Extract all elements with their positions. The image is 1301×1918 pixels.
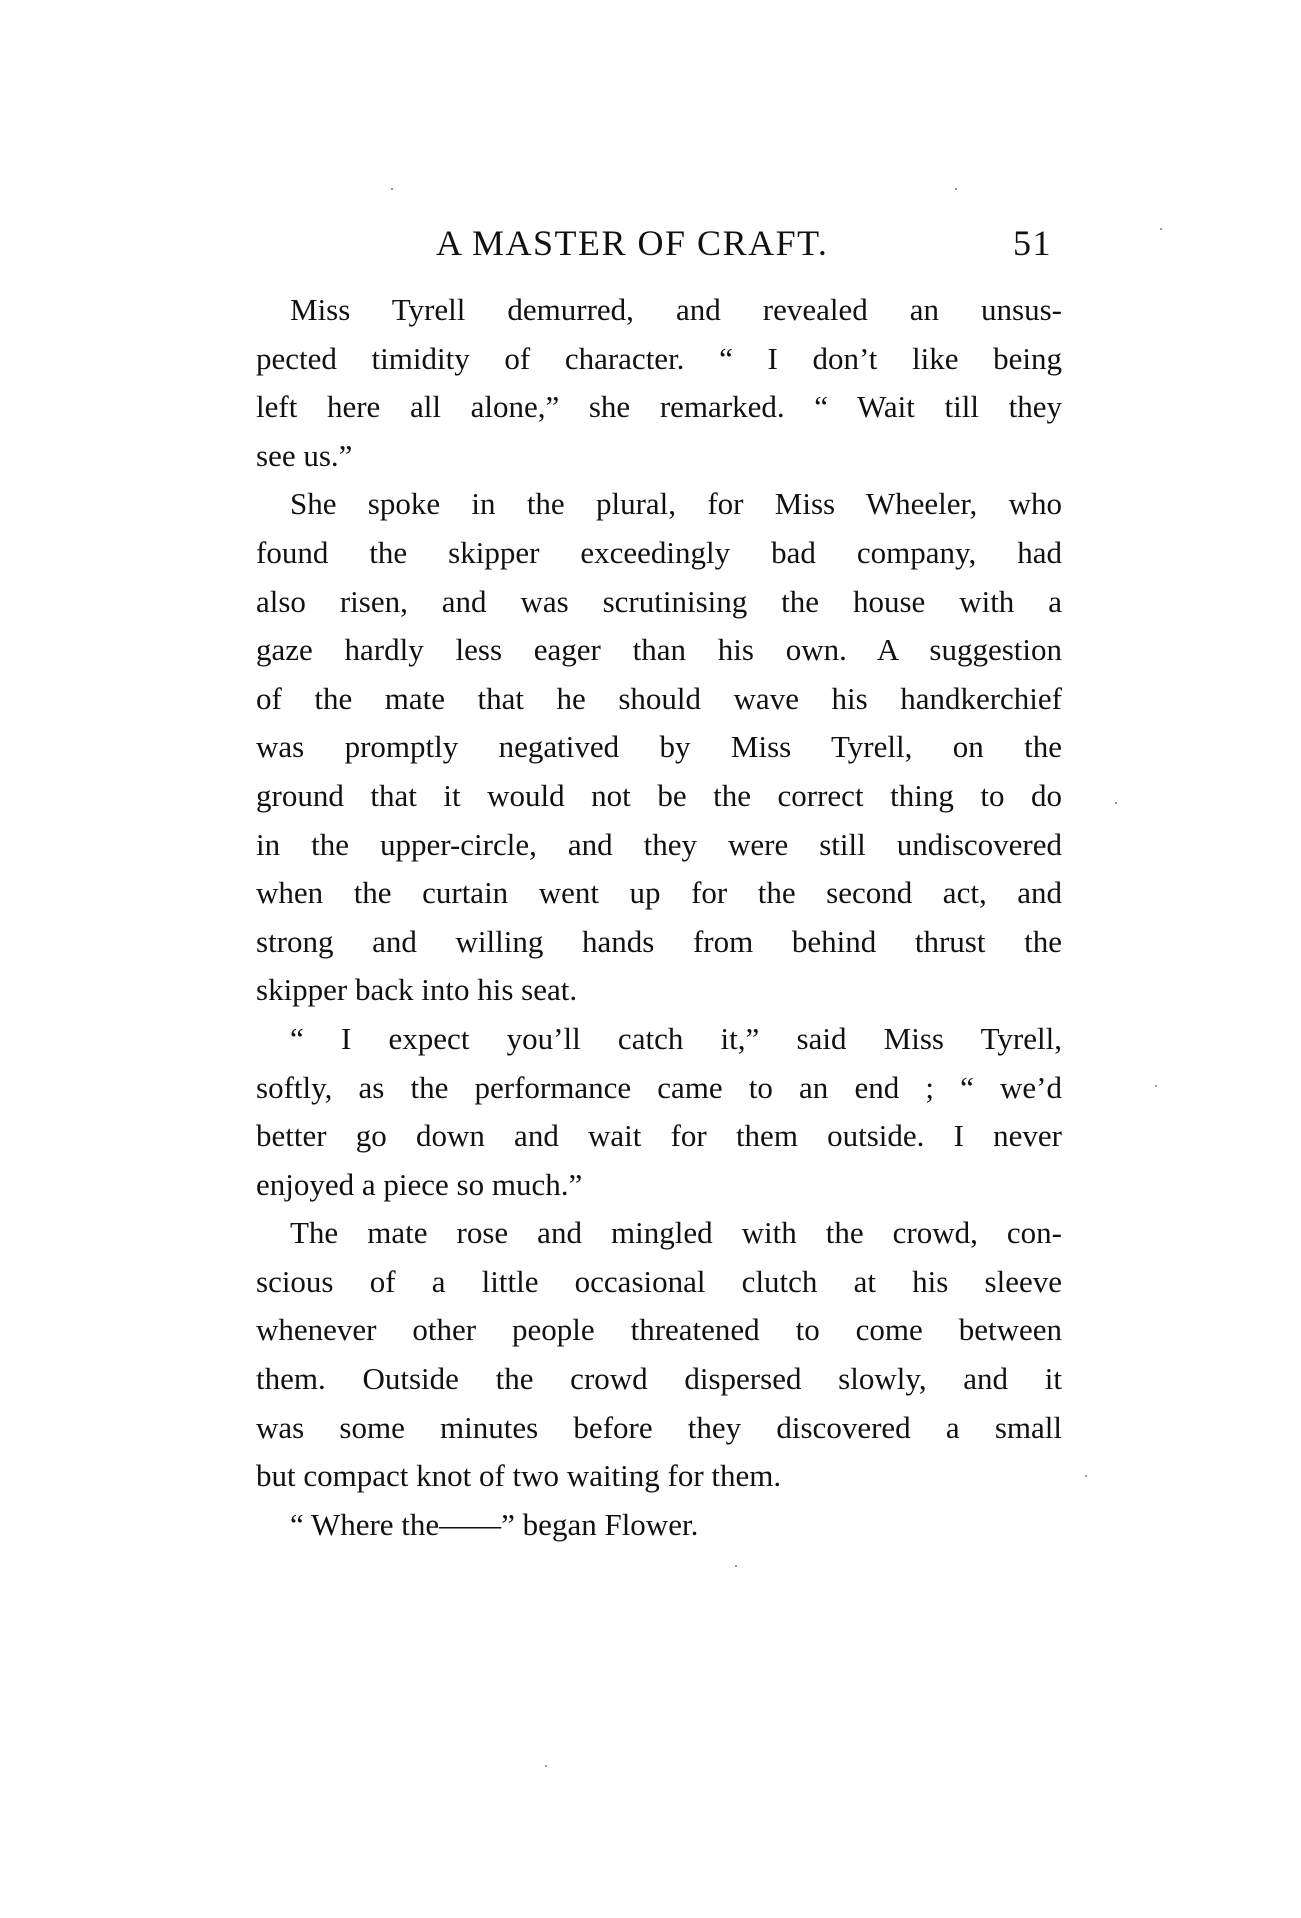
paragraph-4 (256, 1209, 1062, 1501)
page-number: 51 (1013, 223, 1052, 263)
text-line: them. Outside the crowd dispersed slowly, and it (256, 1361, 1062, 1397)
text-line: but compact knot of two waiting for them. (256, 1458, 782, 1494)
text-line: The mate rose and mingled with the crowd, con- (290, 1215, 1062, 1251)
text-line: when the curtain went up for the second act, and (256, 875, 1062, 911)
scan-speck (545, 1765, 547, 1767)
text-line: see us.” (256, 437, 353, 473)
text-line: strong and willing hands from behind thrust the (256, 923, 1062, 959)
text-line: Miss Tyrell demurred, and revealed an unsus- (290, 292, 1062, 327)
scan-speck (1155, 1085, 1157, 1087)
text-line: whenever other people threatened to come between (256, 1312, 1062, 1348)
scan-speck (1085, 1475, 1087, 1477)
text-line: in the upper-circle, and they were still undiscovered (256, 826, 1062, 862)
paragraph-3 (256, 1015, 1062, 1209)
text-line: scious of a little occasional clutch at his sleeve (256, 1263, 1062, 1299)
text-line: was promptly negatived by Miss Tyrell, on the (256, 729, 1062, 765)
scan-speck (1115, 802, 1117, 804)
text-line: found the skipper exceedingly bad company, had (256, 534, 1062, 570)
scan-speck (735, 1565, 737, 1567)
text-line: pected timidity of character. “ I don’t like being (256, 340, 1062, 376)
text-line: gaze hardly less eager than his own. A suggestion (256, 632, 1062, 668)
text-line: was some minutes before they discovered a small (256, 1409, 1062, 1445)
text-line: skipper back into his seat. (256, 972, 578, 1008)
text-line: ground that it would not be the correct thing to do (256, 777, 1062, 813)
body-text (256, 286, 1062, 1549)
scan-speck (955, 188, 957, 190)
paragraph-5 (256, 1501, 1062, 1550)
text-line: enjoyed a piece so much.” (256, 1166, 583, 1202)
text-line: “ I expect you’ll catch it,” said Miss Tyrell, (290, 1020, 1062, 1056)
paragraph-2 (256, 480, 1062, 1015)
paragraph-1 (256, 286, 1062, 480)
text-line: better go down and wait for them outside. I never (256, 1118, 1062, 1154)
text-line: of the mate that he should wave his handkerchief (256, 680, 1062, 716)
text-line: softly, as the performance came to an end ; “ we’d (256, 1069, 1062, 1105)
scan-speck (1160, 228, 1162, 230)
text-line: “ Where the——” began Flower. (290, 1506, 699, 1542)
text-line: left here all alone,” she remarked. “ Wait till they (256, 389, 1062, 425)
running-head (256, 222, 1062, 272)
running-head-title: A MASTER OF CRAFT. (436, 223, 829, 263)
text-line: She spoke in the plural, for Miss Wheeler, who (290, 486, 1062, 522)
text-line: also risen, and was scrutinising the house with a (256, 583, 1062, 619)
scan-speck (391, 188, 393, 190)
